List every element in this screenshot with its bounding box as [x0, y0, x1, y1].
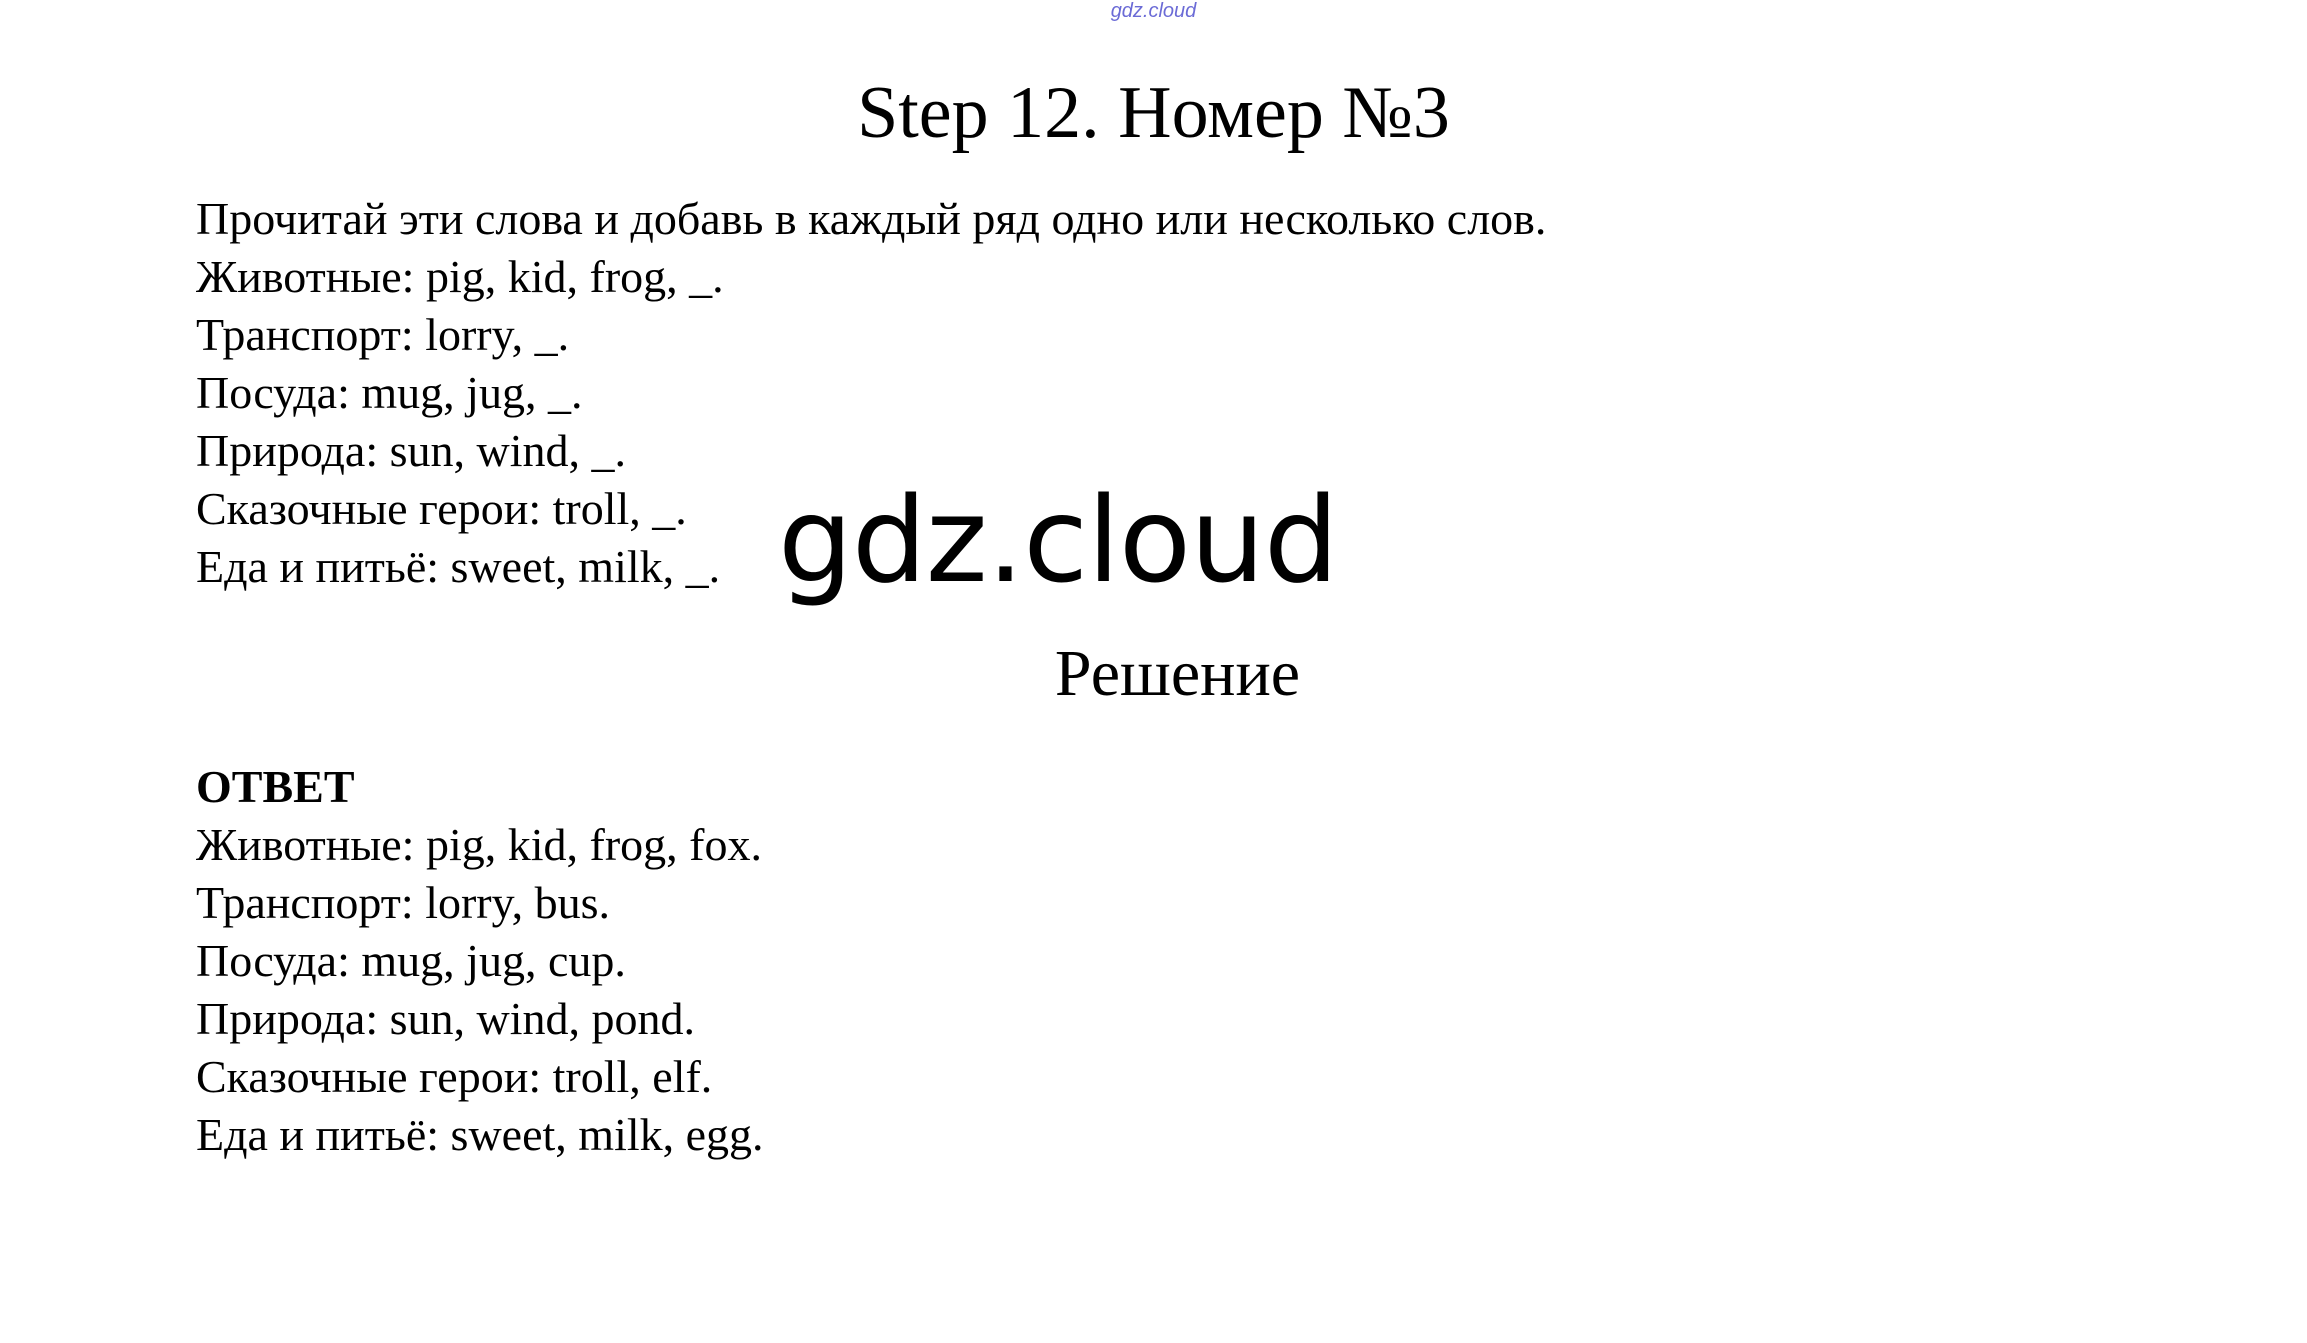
answer-line-fairy-heroes: Сказочные герои: troll, elf.: [196, 1051, 713, 1102]
task-line-transport: Транспорт: lorry, _.: [196, 309, 570, 360]
task-line-food-drink: Еда и питьё: sweet, milk, _.: [196, 541, 721, 592]
task-line-dishes: Посуда: mug, jug, _.: [196, 367, 583, 418]
watermark-logo: gdz.cloud: [778, 471, 1338, 609]
task-line-fairy-heroes: Сказочные герои: troll, _.: [196, 483, 687, 534]
solution-heading: Решение: [1054, 637, 1301, 710]
task-instruction: Прочитай эти слова и добавь в каждый ряд одно или несколько слов.: [196, 193, 1547, 244]
answer-line-dishes: Посуда: mug, jug, cup.: [196, 935, 626, 986]
answer-heading: ОТВЕТ: [196, 761, 355, 812]
top-watermark: gdz.cloud: [1110, 0, 1197, 22]
answer-line-food-drink: Еда и питьё: sweet, milk, egg.: [196, 1109, 764, 1160]
task-line-animals: Животные: pig, kid, frog, _.: [196, 251, 724, 302]
answer-line-animals: Животные: pig, kid, frog, fox.: [196, 819, 762, 870]
page-title: Step 12. Номер №3: [857, 72, 1450, 154]
answer-block: [196, 758, 764, 1164]
answer-line-transport: Транспорт: lorry, bus.: [196, 877, 611, 928]
task-line-nature: Природа: sun, wind, _.: [196, 425, 627, 476]
answer-line-nature: Природа: sun, wind, pond.: [196, 993, 696, 1044]
